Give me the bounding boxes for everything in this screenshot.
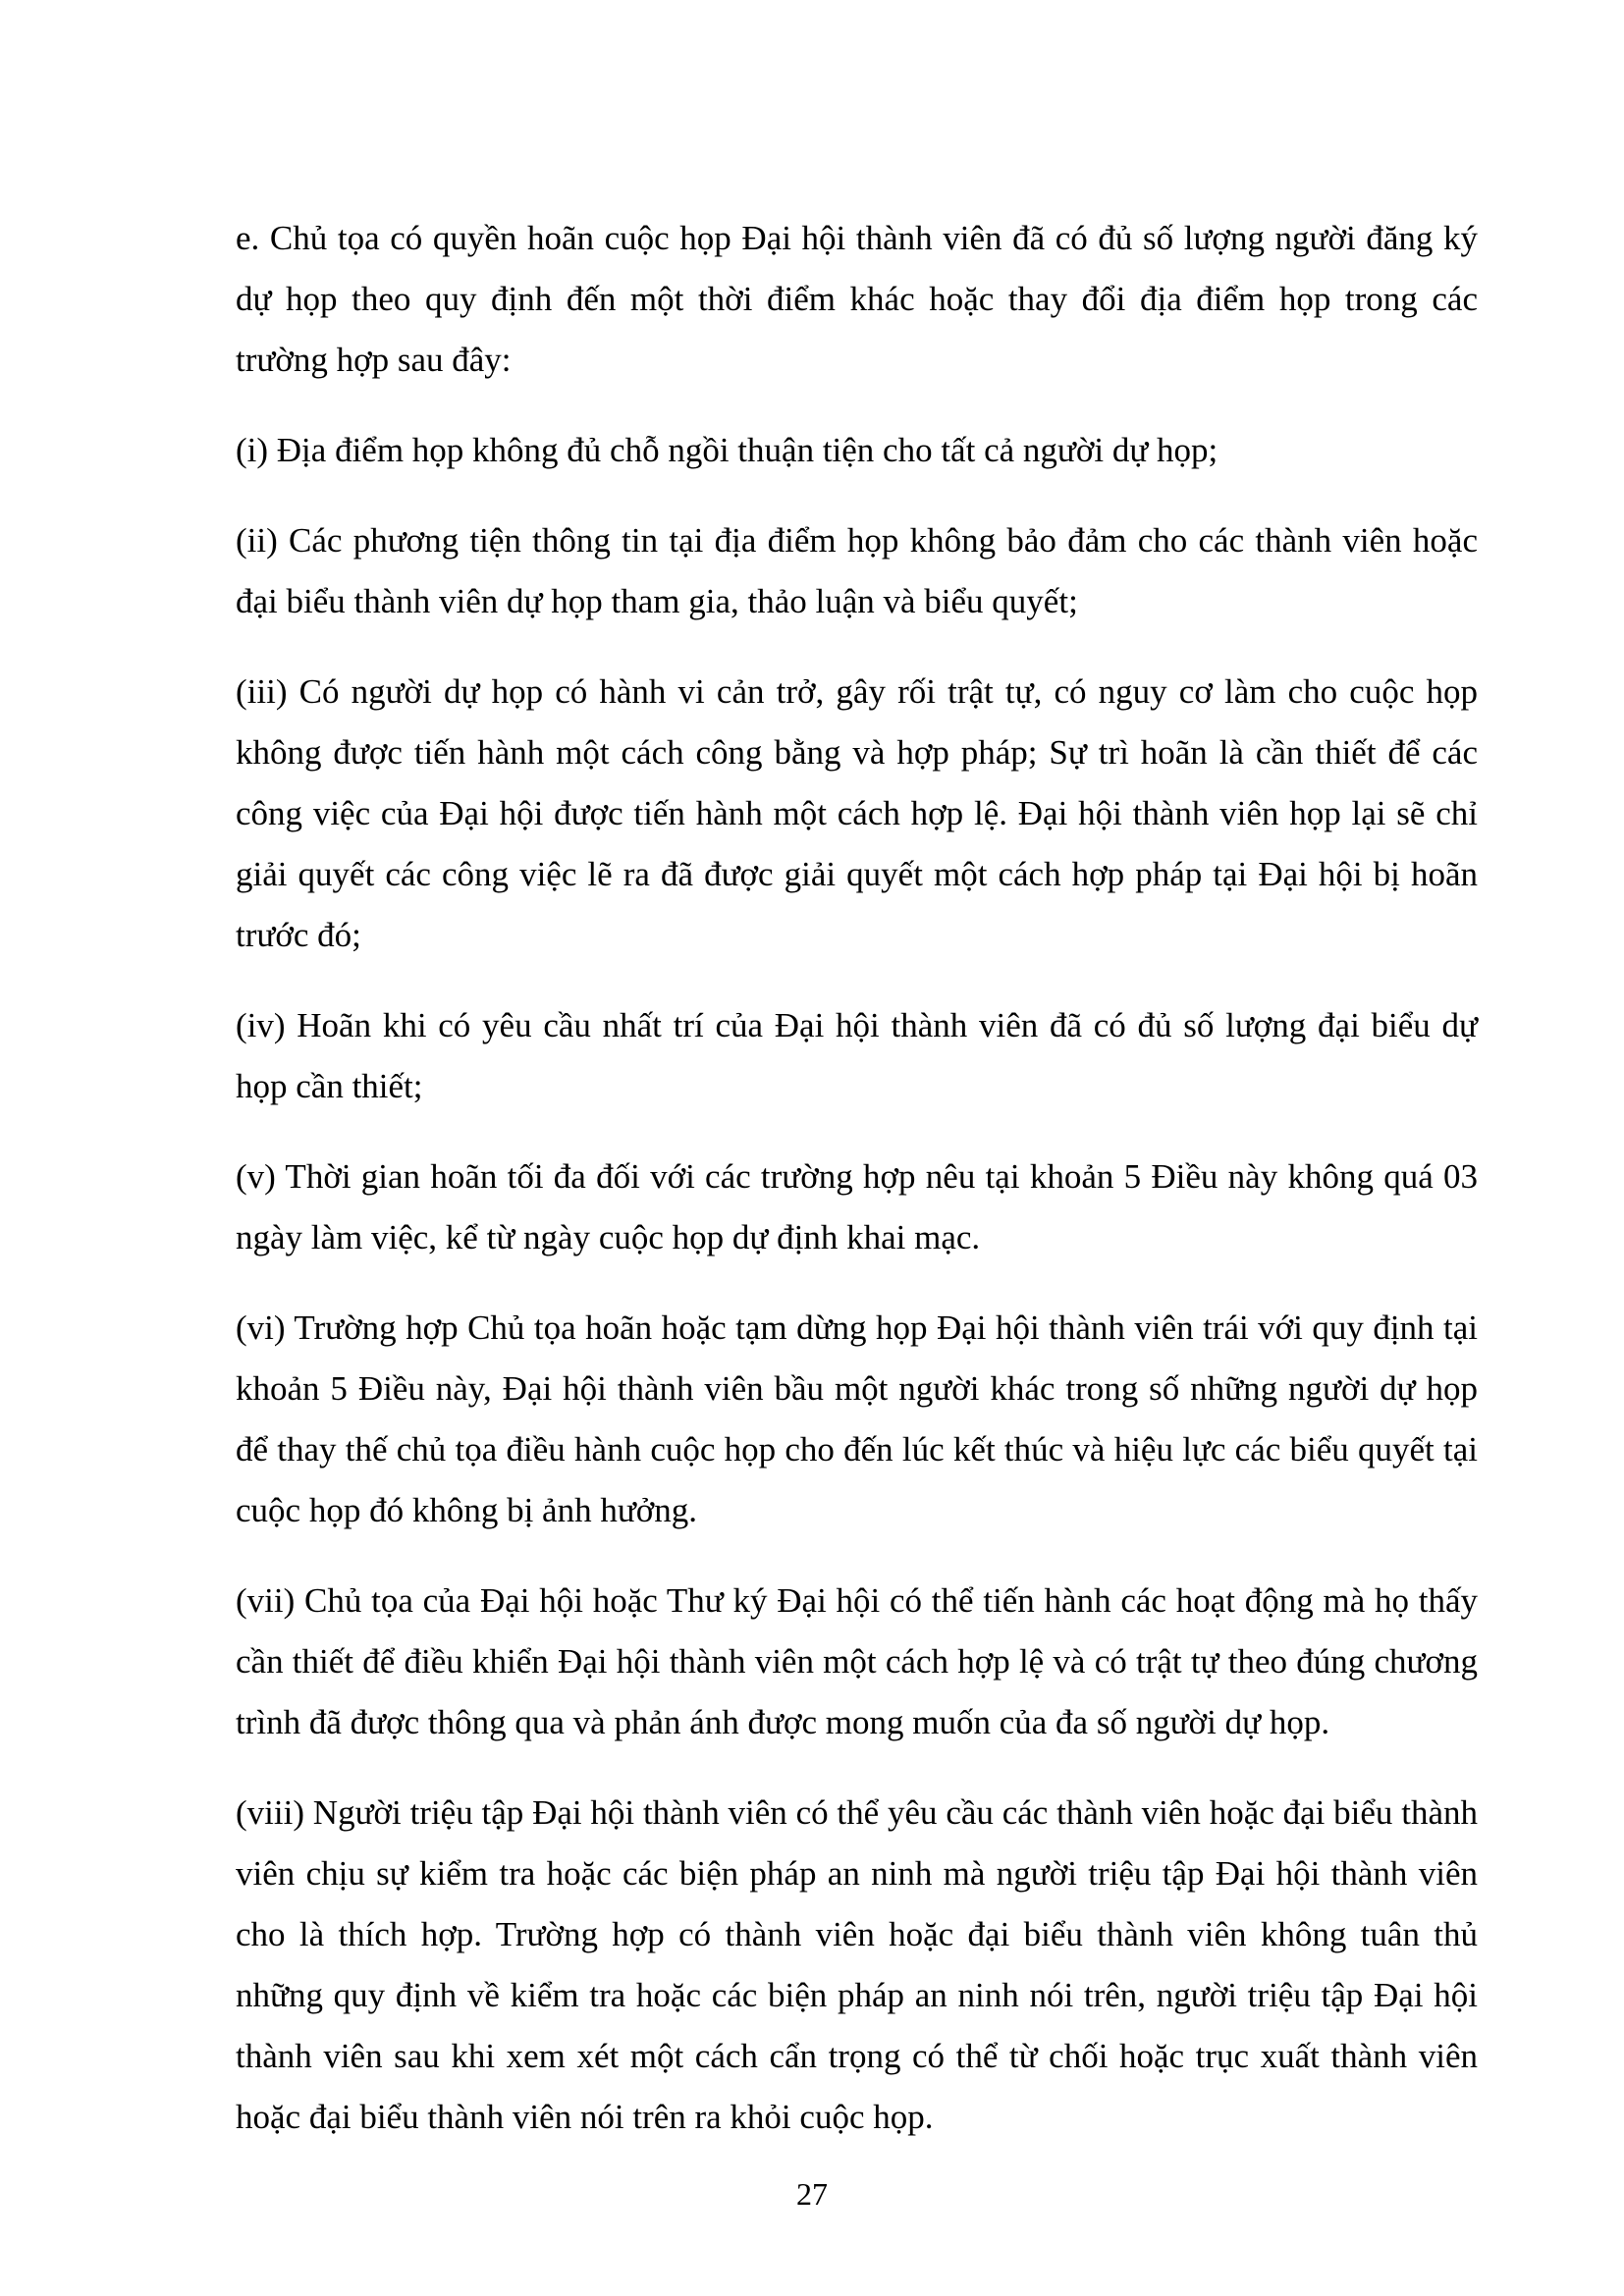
paragraph-ii-communication-means: (ii) Các phương tiện thông tin tại địa điểm họp không bảo đảm cho các thành viên hoặc đại biểu thành viên dự họp tham gia, thảo luận và biểu quyết;	[236, 521, 1478, 620]
paragraph-vii-chair-secretary-actions: (vii) Chủ tọa của Đại hội hoặc Thư ký Đại hội có thể tiến hành các hoạt động mà họ thấy cần thiết để điều khiển Đại hội thành viên một cách hợp lệ và có trật tự theo đúng chương trình đã được thông qua và phản ánh được mong muốn của đa số người dự họp.	[236, 1581, 1478, 1741]
page-number: 27	[796, 2176, 828, 2212]
paragraph-iii-disruption: (iii) Có người dự họp có hành vi cản trở, gây rối trật tự, có nguy cơ làm cho cuộc họp không được tiến hành một cách công bằng và hợp pháp; Sự trì hoãn là cần thiết để các công việc của Đại hội được tiến hành một cách hợp lệ. Đại hội thành viên họp lại sẽ chỉ giải quyết các công việc lẽ ra đã được giải quyết một cách hợp pháp tại Đại hội bị hoãn trước đó;	[236, 672, 1478, 954]
paragraph-e-postponement: e. Chủ tọa có quyền hoãn cuộc họp Đại hội thành viên đã có đủ số lượng người đăng ký dự họp theo quy định đến một thời điểm khác hoặc thay đổi địa điểm họp trong các trường hợp sau đây:	[236, 219, 1478, 379]
page-body	[236, 208, 1478, 2177]
paragraph-viii-security-checks: (viii) Người triệu tập Đại hội thành viên có thể yêu cầu các thành viên hoặc đại biểu thành viên chịu sự kiểm tra hoặc các biện pháp an ninh mà người triệu tập Đại hội thành viên cho là thích hợp. Trường hợp có thành viên hoặc đại biểu thành viên không tuân thủ những quy định về kiểm tra hoặc các biện pháp an ninh nói trên, người triệu tập Đại hội thành viên sau khi xem xét một cách cẩn trọng có thể từ chối hoặc trục xuất thành viên hoặc đại biểu thành viên nói trên ra khỏi cuộc họp.	[236, 1793, 1478, 2136]
paragraph-vi-replace-chair: (vi) Trường hợp Chủ tọa hoãn hoặc tạm dừng họp Đại hội thành viên trái với quy định tại khoản 5 Điều này, Đại hội thành viên bầu một người khác trong số những người dự họp để thay thế chủ tọa điều hành cuộc họp cho đến lúc kết thúc và hiệu lực các biểu quyết tại cuộc họp đó không bị ảnh hưởng.	[236, 1308, 1478, 1529]
paragraph-iv-unanimous-request: (iv) Hoãn khi có yêu cầu nhất trí của Đại hội thành viên đã có đủ số lượng đại biểu dự họp cần thiết;	[236, 1006, 1478, 1105]
paragraph-i-venue-seating: (i) Địa điểm họp không đủ chỗ ngồi thuận tiện cho tất cả người dự họp;	[236, 431, 1218, 469]
paragraph-v-max-postponement: (v) Thời gian hoãn tối đa đối với các trường hợp nêu tại khoản 5 Điều này không quá 03 ngày làm việc, kể từ ngày cuộc họp dự định khai mạc.	[236, 1157, 1478, 1256]
